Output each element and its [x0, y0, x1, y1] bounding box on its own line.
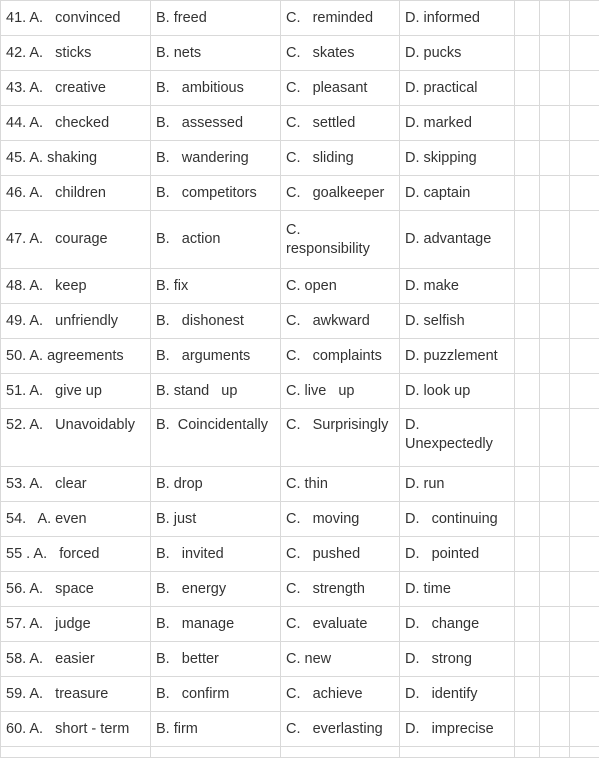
option-d-cell: D. make: [400, 269, 515, 304]
question-row: [1, 467, 599, 502]
empty-cell: [570, 71, 599, 106]
empty-cell: [570, 374, 599, 409]
empty-cell: [570, 339, 599, 374]
option-c-cell: C. Surprisingly: [281, 409, 400, 467]
empty-cell: [540, 141, 570, 176]
empty-cell: [540, 374, 570, 409]
empty-cell: [515, 374, 540, 409]
question-row: [1, 607, 599, 642]
empty-cell: [515, 747, 540, 758]
option-c-cell: C. strength: [281, 572, 400, 607]
empty-cell: [540, 269, 570, 304]
empty-cell: [515, 106, 540, 141]
question-row: [1, 642, 599, 677]
question-row: [1, 1, 599, 36]
empty-cell: [515, 409, 540, 467]
empty-cell: [540, 747, 570, 758]
option-a-cell: 60. A. short - term: [1, 712, 151, 747]
empty-cell: [540, 537, 570, 572]
question-row: [1, 409, 599, 467]
option-b-cell: B. manage: [151, 607, 281, 642]
option-d-cell: D. strong: [400, 642, 515, 677]
empty-cell: [515, 141, 540, 176]
option-c-cell: C. pushed: [281, 537, 400, 572]
empty-cell: [570, 642, 599, 677]
option-a-cell: 58. A. easier: [1, 642, 151, 677]
option-b-cell: B. firm: [151, 712, 281, 747]
empty-cell: [400, 747, 515, 758]
option-d-cell: D. selfish: [400, 304, 515, 339]
option-c-cell: C. everlasting: [281, 712, 400, 747]
question-row: [1, 141, 599, 176]
empty-cell: [570, 747, 599, 758]
question-row: [1, 176, 599, 211]
empty-cell: [151, 747, 281, 758]
option-a-cell: 45. A. shaking: [1, 141, 151, 176]
option-b-cell: B. Coincidentally: [151, 409, 281, 467]
empty-cell: [540, 607, 570, 642]
option-b-cell: B. wandering: [151, 141, 281, 176]
option-c-cell: C. responsibility: [281, 211, 400, 269]
option-b-cell: B. arguments: [151, 339, 281, 374]
option-a-cell: 48. A. keep: [1, 269, 151, 304]
option-a-cell: 42. A. sticks: [1, 36, 151, 71]
option-c-cell: C. achieve: [281, 677, 400, 712]
empty-cell: [515, 36, 540, 71]
empty-cell: [570, 176, 599, 211]
option-c-cell: C. settled: [281, 106, 400, 141]
option-b-cell: B. assessed: [151, 106, 281, 141]
option-b-cell: B. drop: [151, 467, 281, 502]
option-a-cell: 54. A. even: [1, 502, 151, 537]
option-b-cell: B. competitors: [151, 176, 281, 211]
option-b-cell: B. just: [151, 502, 281, 537]
empty-cell: [540, 304, 570, 339]
option-d-cell: D. advantage: [400, 211, 515, 269]
option-d-cell: D. informed: [400, 1, 515, 36]
option-c-cell: C. awkward: [281, 304, 400, 339]
empty-cell: [515, 677, 540, 712]
empty-cell: [570, 502, 599, 537]
option-d-cell: D. Unexpectedly: [400, 409, 515, 467]
empty-cell: [515, 304, 540, 339]
empty-cell: [570, 36, 599, 71]
option-d-cell: D. time: [400, 572, 515, 607]
option-d-cell: D. captain: [400, 176, 515, 211]
empty-cell: [515, 269, 540, 304]
question-row: [1, 677, 599, 712]
option-a-cell: 43. A. creative: [1, 71, 151, 106]
empty-cell: [570, 269, 599, 304]
option-c-cell: C. new: [281, 642, 400, 677]
empty-cell: [515, 467, 540, 502]
option-d-cell: D. imprecise: [400, 712, 515, 747]
empty-cell: [540, 712, 570, 747]
option-a-cell: 51. A. give up: [1, 374, 151, 409]
empty-cell: [540, 211, 570, 269]
empty-cell: [515, 211, 540, 269]
empty-cell: [570, 712, 599, 747]
empty-cell: [515, 71, 540, 106]
question-row: [1, 572, 599, 607]
option-c-cell: C. evaluate: [281, 607, 400, 642]
question-row: [1, 36, 599, 71]
option-b-cell: B. freed: [151, 1, 281, 36]
option-d-cell: D. look up: [400, 374, 515, 409]
question-row: [1, 712, 599, 747]
option-a-cell: 55 . A. forced: [1, 537, 151, 572]
empty-cell: [570, 106, 599, 141]
option-a-cell: 44. A. checked: [1, 106, 151, 141]
option-c-cell: C. open: [281, 269, 400, 304]
empty-cell: [570, 537, 599, 572]
option-b-cell: B. stand up: [151, 374, 281, 409]
option-d-cell: D. puzzlement: [400, 339, 515, 374]
empty-cell: [570, 409, 599, 467]
option-d-cell: D. marked: [400, 106, 515, 141]
question-row: [1, 537, 599, 572]
empty-cell: [515, 176, 540, 211]
option-b-cell: B. fix: [151, 269, 281, 304]
empty-cell: [570, 304, 599, 339]
option-a-cell: 46. A. children: [1, 176, 151, 211]
option-a-cell: 59. A. treasure: [1, 677, 151, 712]
option-b-cell: B. nets: [151, 36, 281, 71]
empty-cell: [540, 339, 570, 374]
empty-cell: [515, 339, 540, 374]
empty-cell: [540, 36, 570, 71]
option-a-cell: 47. A. courage: [1, 211, 151, 269]
option-a-cell: 57. A. judge: [1, 607, 151, 642]
empty-cell: [540, 572, 570, 607]
empty-cell: [515, 537, 540, 572]
option-b-cell: B. energy: [151, 572, 281, 607]
option-d-cell: D. change: [400, 607, 515, 642]
option-c-cell: C. thin: [281, 467, 400, 502]
option-a-cell: 49. A. unfriendly: [1, 304, 151, 339]
empty-cell: [515, 642, 540, 677]
option-d-cell: D. run: [400, 467, 515, 502]
empty-cell: [540, 502, 570, 537]
empty-cell: [570, 141, 599, 176]
option-b-cell: B. confirm: [151, 677, 281, 712]
empty-cell: [515, 712, 540, 747]
question-row: [1, 339, 599, 374]
option-a-cell: 53. A. clear: [1, 467, 151, 502]
empty-cell: [540, 642, 570, 677]
option-d-cell: D. pointed: [400, 537, 515, 572]
option-b-cell: B. invited: [151, 537, 281, 572]
question-row: [1, 106, 599, 141]
question-row: [1, 211, 599, 269]
option-c-cell: C. complaints: [281, 339, 400, 374]
option-d-cell: D. practical: [400, 71, 515, 106]
option-b-cell: B. better: [151, 642, 281, 677]
option-c-cell: C. reminded: [281, 1, 400, 36]
empty-cell: [570, 1, 599, 36]
empty-cell: [570, 677, 599, 712]
empty-cell: [540, 106, 570, 141]
empty-cell: [540, 1, 570, 36]
option-c-cell: C. goalkeeper: [281, 176, 400, 211]
empty-cell: [540, 677, 570, 712]
empty-cell: [515, 572, 540, 607]
empty-cell: [570, 607, 599, 642]
empty-cell: [515, 1, 540, 36]
option-d-cell: D. identify: [400, 677, 515, 712]
question-row: [1, 374, 599, 409]
option-a-cell: 56. A. space: [1, 572, 151, 607]
empty-cell: [1, 747, 151, 758]
option-b-cell: B. dishonest: [151, 304, 281, 339]
question-row: [1, 269, 599, 304]
option-d-cell: D. continuing: [400, 502, 515, 537]
empty-cell: [570, 467, 599, 502]
empty-cell: [540, 409, 570, 467]
partial-row: [1, 747, 599, 758]
option-a-cell: 41. A. convinced: [1, 1, 151, 36]
option-c-cell: C. live up: [281, 374, 400, 409]
option-d-cell: D. pucks: [400, 36, 515, 71]
option-c-cell: C. pleasant: [281, 71, 400, 106]
question-row: [1, 304, 599, 339]
question-row: [1, 502, 599, 537]
option-a-cell: 50. A. agreements: [1, 339, 151, 374]
option-d-cell: D. skipping: [400, 141, 515, 176]
option-b-cell: B. action: [151, 211, 281, 269]
option-b-cell: B. ambitious: [151, 71, 281, 106]
empty-cell: [570, 211, 599, 269]
empty-cell: [515, 607, 540, 642]
answer-options-body: [1, 1, 599, 758]
question-row: [1, 71, 599, 106]
empty-cell: [515, 502, 540, 537]
empty-cell: [540, 467, 570, 502]
option-a-cell: 52. A. Unavoidably: [1, 409, 151, 467]
empty-cell: [281, 747, 400, 758]
option-c-cell: C. skates: [281, 36, 400, 71]
empty-cell: [570, 572, 599, 607]
option-c-cell: C. moving: [281, 502, 400, 537]
option-c-cell: C. sliding: [281, 141, 400, 176]
empty-cell: [540, 71, 570, 106]
empty-cell: [540, 176, 570, 211]
